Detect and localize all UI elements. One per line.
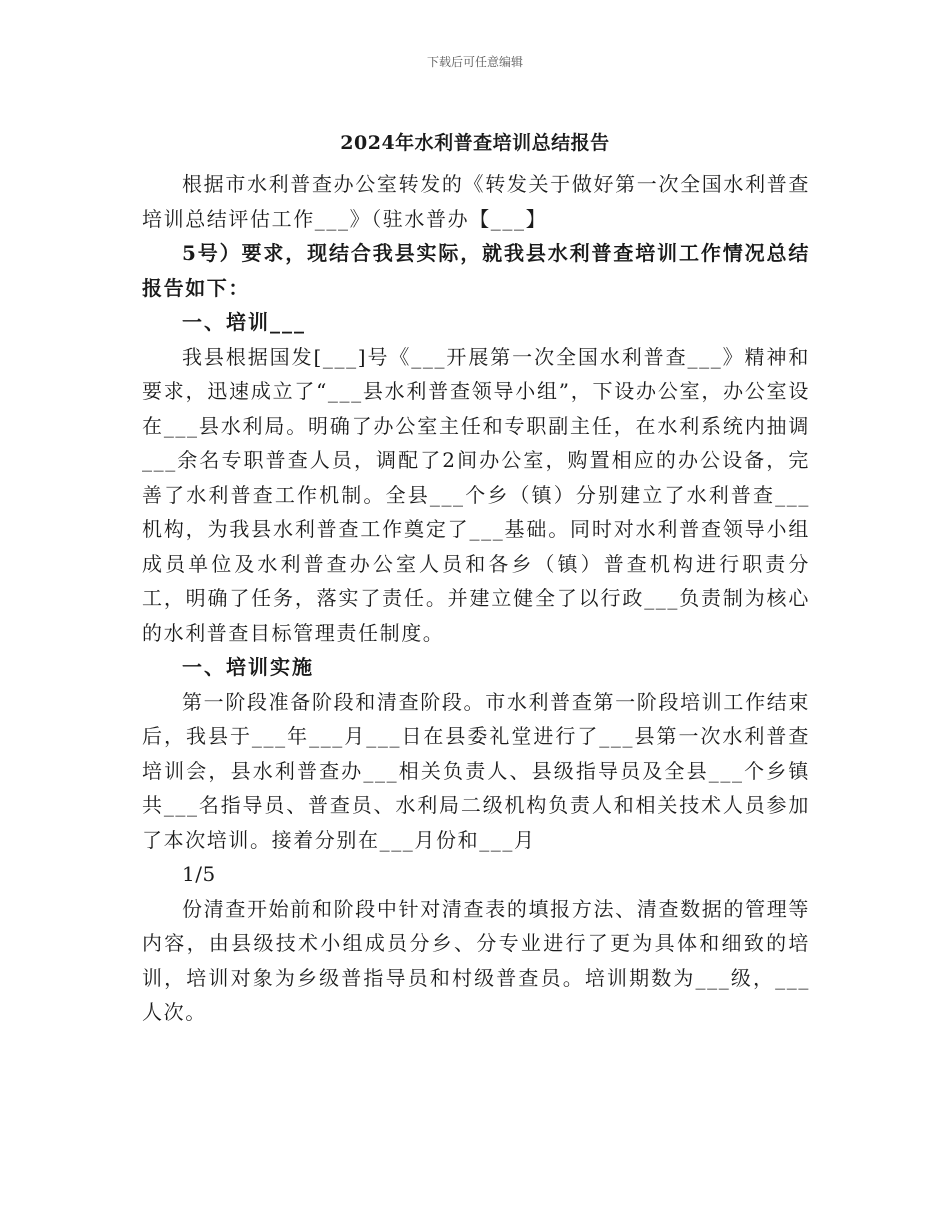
section-heading-implementation: 一、培训实施 — [182, 655, 314, 679]
page-number: 1/5 — [182, 862, 216, 886]
document-body — [142, 167, 810, 1030]
section-heading-training: 一、培训___ — [182, 310, 306, 334]
paragraph-phase-one: 第一阶段准备阶段和清查阶段。市水利普查第一阶段培训工作结束后，我县于___年___月___日在县委礼堂进行了___县第一次水利普查培训会，县水利普查办___相关负责人、县级指导员及全县___个乡镇共___名指导员、普查员、水利局二级机构负责人和相关技术人员参加了本次培训。接着分别在___月份和___月 — [142, 689, 810, 852]
header-note: 下载后可任意编辑 — [426, 55, 523, 69]
paragraph-intro-bold: 5号）要求，现结合我县实际，就我县水利普查培训工作情况总结报告如下： — [142, 241, 810, 300]
document-title: 2024年水利普查培训总结报告 — [340, 132, 610, 154]
paragraph-continued: 份清查开始前和阶段中针对清查表的填报方法、清查数据的管理等内容，由县级技术小组成员分乡、分专业进行了更为具体和细致的培训，培训对象为乡级普指导员和村级普查员。培训期数为___级，___人次。 — [142, 896, 810, 1024]
paragraph-organization: 我县根据国发[___]号《___开展第一次全国水利普查___》精神和要求，迅速成立了“___县水利普查领导小组”，下设办公室，办公室设在___县水利局。明确了办公室主任和专职副主任，在水利系统内抽调___余名专职普查人员，调配了2间办公室，购置相应的办公设备，完善了水利普查工作机制。全县___个乡（镇）分别建立了水利普查___机构，为我县水利普查工作奠定了___基础。同时对水利普查领导小组成员单位及水利普查办公室人员和各乡（镇）普查机构进行职责分工，明确了任务，落实了责任。并建立健全了以行政___负责制为核心的水利普查目标管理责任制度。 — [142, 344, 810, 645]
paragraph-intro: 根据市水利普查办公室转发的《转发关于做好第一次全国水利普查培训总结评估工作___》（驻水普办【___】 — [142, 172, 810, 231]
